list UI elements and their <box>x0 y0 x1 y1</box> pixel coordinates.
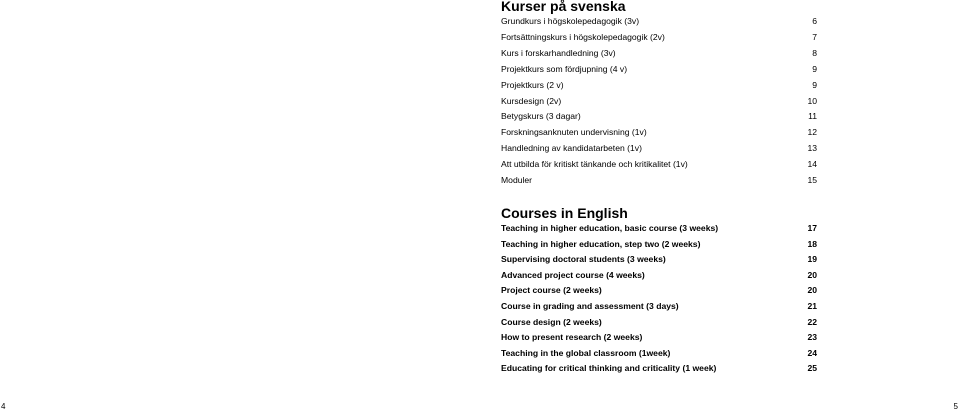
toc-entry[interactable] <box>501 158 817 171</box>
toc-entry-page-number: 14 <box>807 159 817 170</box>
toc-entry-title: Course in grading and assessment (3 days) <box>501 301 679 311</box>
toc-entry-page-number: 19 <box>807 254 817 265</box>
toc-entry-page-number: 23 <box>807 332 817 343</box>
toc-entry[interactable] <box>501 15 817 28</box>
toc-entry-title: Projektkurs som fördjupning (4 v) <box>501 63 628 74</box>
toc-entry-page-number: 20 <box>807 285 817 296</box>
toc-entry-title: Course design (2 weeks) <box>501 316 602 327</box>
toc-entry-page-number: 12 <box>807 127 817 138</box>
toc-entry[interactable] <box>501 110 817 123</box>
toc-entry-title: Betygskurs (3 dagar) <box>501 111 581 122</box>
toc-entry[interactable] <box>501 63 817 76</box>
toc-entry-page-number: 9 <box>812 63 817 74</box>
toc-entry-title: Fortsättningskurs i högskolepedagogik (2v) <box>501 31 665 42</box>
toc-entry[interactable] <box>501 142 817 155</box>
toc-entry-title: Grundkurs i högskolepedagogik (3v) <box>501 16 640 26</box>
toc-entry[interactable] <box>501 126 817 139</box>
toc-entry[interactable] <box>501 347 817 360</box>
toc-entry[interactable] <box>501 362 817 375</box>
toc-entry-title: Kursdesign (2v) <box>501 95 562 106</box>
toc-entry-title: Teaching in higher education, basic course (3 weeks) <box>501 223 719 233</box>
toc-entry[interactable] <box>501 79 817 92</box>
toc-entry-title: Educating for critical thinking and criticality (1 week) <box>501 363 717 374</box>
toc-entry[interactable] <box>501 331 817 344</box>
toc-entry-page-number: 13 <box>807 143 817 154</box>
toc-entry-title: How to present research (2 weeks) <box>501 332 643 343</box>
english-toc-list <box>501 222 817 376</box>
toc-entry-title: Advanced project course (4 weeks) <box>501 269 645 280</box>
toc-entry-page-number: 11 <box>808 111 817 122</box>
toc-entry-page-number: 15 <box>807 175 817 185</box>
toc-entry-title: Forskningsanknuten undervisning (1v) <box>501 127 647 138</box>
swedish-section-heading: Kurser på svenska <box>501 0 626 14</box>
toc-entry-page-number: 7 <box>812 31 817 42</box>
toc-entry-title: Teaching in higher education, step two (2 weeks) <box>501 238 701 249</box>
toc-entry[interactable] <box>501 284 817 297</box>
toc-entry-page-number: 25 <box>807 363 817 374</box>
swedish-toc-list <box>501 15 817 185</box>
toc-entry-page-number: 18 <box>807 238 817 249</box>
toc-entry-page-number: 8 <box>812 47 817 58</box>
toc-entry-page-number: 24 <box>807 347 817 358</box>
toc-entry-page-number: 10 <box>807 95 817 106</box>
toc-entry-title: Projektkurs (2 v) <box>501 79 564 90</box>
toc-entry-title: Kurs i forskarhandledning (3v) <box>501 47 616 58</box>
toc-entry-page-number: 22 <box>807 316 817 327</box>
toc-entry[interactable] <box>501 95 817 108</box>
toc-entry[interactable] <box>501 47 817 60</box>
toc-entry[interactable] <box>501 238 817 251</box>
toc-entry[interactable] <box>501 316 817 329</box>
english-section-heading: Courses in English <box>501 205 628 221</box>
toc-entry-title: Project course (2 weeks) <box>501 285 602 296</box>
toc-entry[interactable] <box>501 174 817 187</box>
toc-entry-title: Supervising doctoral students (3 weeks) <box>501 254 666 265</box>
toc-entry-page-number: 20 <box>807 269 817 280</box>
toc-entry[interactable] <box>501 31 817 44</box>
toc-entry[interactable] <box>501 300 817 313</box>
toc-entry-title: Teaching in the global classroom (1week) <box>501 347 671 358</box>
toc-entry-page-number: 6 <box>812 16 817 26</box>
toc-entry[interactable] <box>501 253 817 266</box>
toc-entry-title: Moduler <box>501 175 533 185</box>
toc-entry-page-number: 21 <box>807 301 817 311</box>
toc-entry-title: Att utbilda för kritiskt tänkande och kritikalitet (1v) <box>501 159 688 170</box>
toc-entry[interactable] <box>501 222 817 235</box>
left-page-number: 4 <box>1 402 6 411</box>
toc-entry-title: Handledning av kandidatarbeten (1v) <box>501 143 642 154</box>
toc-entry[interactable] <box>501 269 817 282</box>
toc-entry-page-number: 17 <box>807 223 817 233</box>
toc-entry-page-number: 9 <box>812 79 817 90</box>
right-page-number: 5 <box>953 402 958 411</box>
